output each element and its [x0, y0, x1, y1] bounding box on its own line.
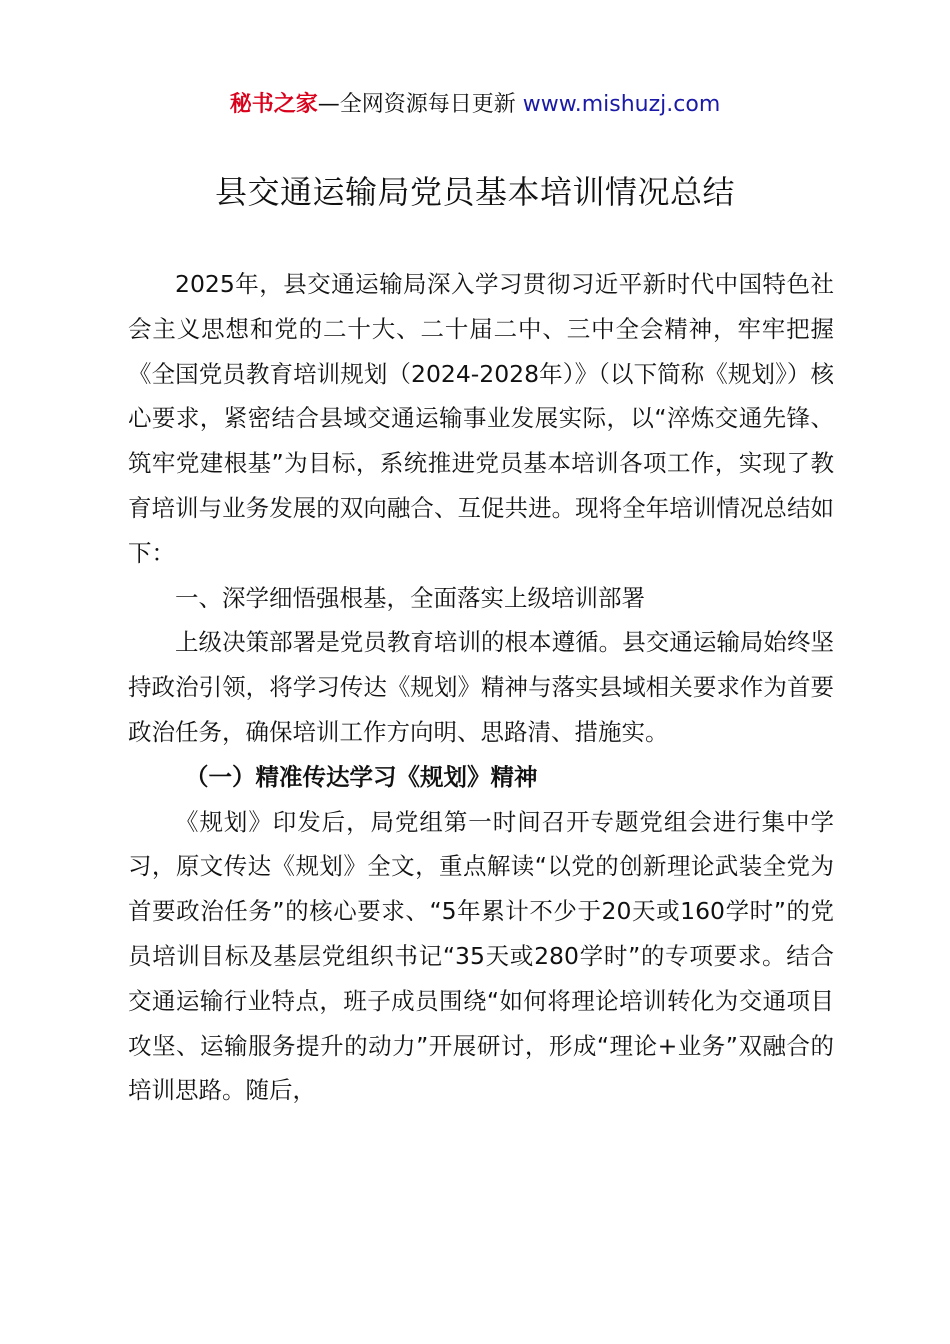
subsection-1-paragraph: 《规划》印发后，局党组第一时间召开专题党组会进行集中学习，原文传达《规划》全文，重点解读“以党的创新理论武装全党为首要政治任务”的核心要求、“5年累计不少于20天或160学时”的党员培训目标及基层党组织书记“35天或280学时”的专项要求。结合交通运输行业特点，班子成员围绕“如何将理论培训转化为交通项目攻坚、运输服务提升的动力”开展研讨，形成“理论+业务”双融合的培训思路。随后，	[128, 807, 834, 1105]
document-body	[128, 262, 834, 1113]
section-heading-1: 一、深学细悟强根基，全面落实上级培训部署	[175, 583, 645, 612]
intro-paragraph: 2025年，县交通运输局深入学习贯彻习近平新时代中国特色社会主义思想和党的二十大、二十届二中、三中全会精神，牢牢把握《全国党员教育培训规划（2024-2028年）》（以下简称《规划》）核心要求，紧密结合县域交通运输事业发展实际，以“淬炼交通先锋、筑牢党建根基”为目标，系统推进党员基本培训各项工作，实现了教育培训与业务发展的双向融合、互促共进。现将全年培训情况总结如下：	[128, 270, 834, 567]
document-title: 县交通运输局党员基本培训情况总结	[214, 173, 735, 211]
site-header	[0, 88, 950, 122]
site-slogan: —全网资源每日更新	[317, 92, 516, 117]
section-1-paragraph: 上级决策部署是党员教育培训的根本遵循。县交通运输局始终坚持政治引领，将学习传达《规划》精神与落实县域相关要求作为首要政治任务，确保培训工作方向明、思路清、措施实。	[128, 628, 834, 746]
subsection-heading-1: （一）精准传达学习《规划》精神	[185, 762, 538, 791]
site-brand: 秘书之家	[229, 92, 318, 117]
site-url-link[interactable]: www.mishuzj.com	[522, 92, 721, 117]
